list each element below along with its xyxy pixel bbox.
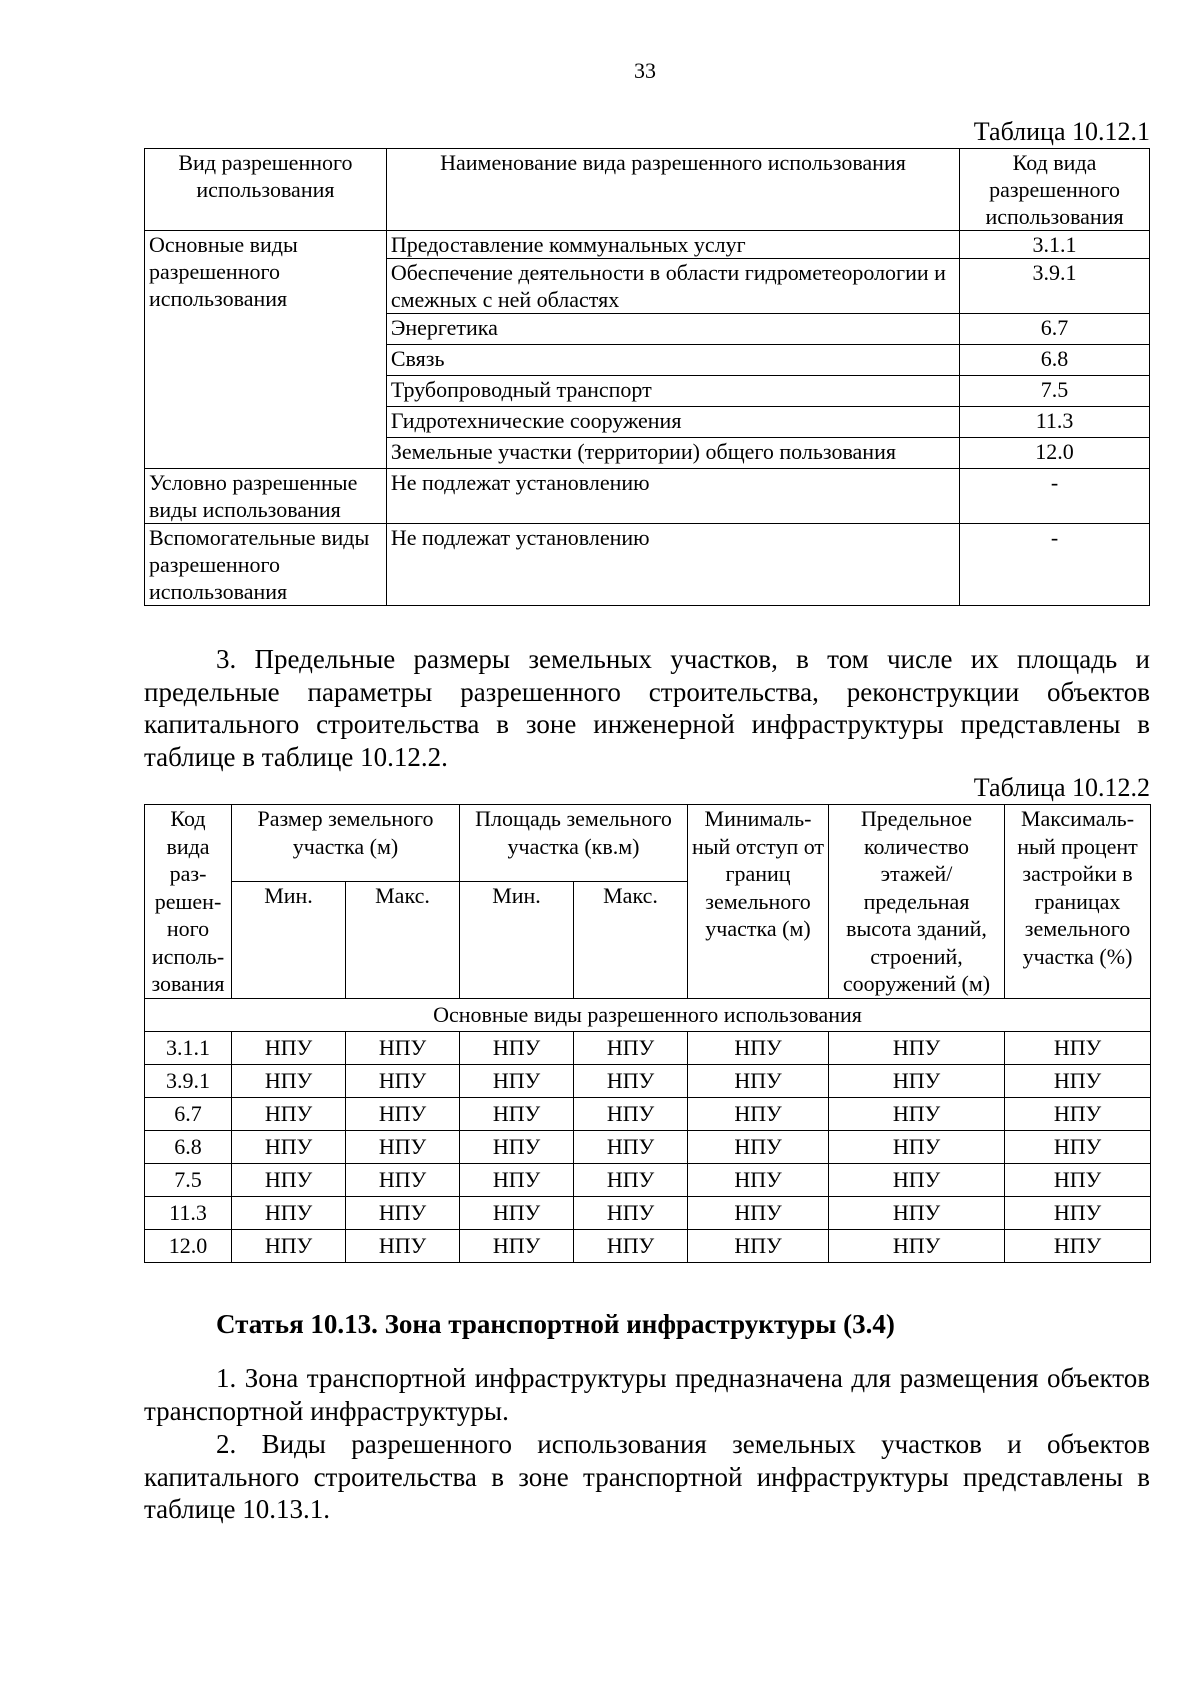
table2-cell-value: НПУ: [232, 1196, 346, 1229]
table1-row-code: 3.9.1: [960, 259, 1150, 314]
paragraph-13-1: 1. Зона транспортной инфраструктуры предназначена для размещения объектов транспортной инфраструктуры.: [144, 1363, 1150, 1426]
table2-header-percent: Максималь- ный процент застройки в границах земельного участка (%): [1005, 805, 1151, 999]
table2-cell-value: НПУ: [346, 1229, 460, 1262]
table2-cell-value: НПУ: [829, 1163, 1005, 1196]
table2-cell-value: НПУ: [460, 1097, 574, 1130]
table2-cell-code: 12.0: [145, 1229, 232, 1262]
table2-cell-value: НПУ: [574, 1097, 688, 1130]
table2-row: [145, 1229, 1151, 1262]
table2-cell-value: НПУ: [574, 1064, 688, 1097]
table1-row-code: -: [960, 524, 1150, 606]
table2-cell-value: НПУ: [460, 1064, 574, 1097]
table2-cell-value: НПУ: [460, 1031, 574, 1064]
table2-cell-value: НПУ: [829, 1229, 1005, 1262]
table2-row: [145, 1031, 1151, 1064]
table2-cell-value: НПУ: [574, 1163, 688, 1196]
table2-cell-value: НПУ: [460, 1229, 574, 1262]
table2-cell-value: НПУ: [1005, 1163, 1151, 1196]
table-10-12-1: [144, 148, 1150, 606]
table2-cell-value: НПУ: [1005, 1196, 1151, 1229]
table1-row-name: Трубопроводный транспорт: [386, 376, 959, 407]
table2-row: [145, 1196, 1151, 1229]
table2-row: [145, 1163, 1151, 1196]
table1-header-row: [145, 149, 1150, 231]
table2-cell-value: НПУ: [574, 1196, 688, 1229]
table2-cell-value: НПУ: [829, 1064, 1005, 1097]
table2-cell-value: НПУ: [574, 1130, 688, 1163]
table2-cell-value: НПУ: [232, 1097, 346, 1130]
table2-cell-value: НПУ: [346, 1064, 460, 1097]
table2-cell-value: НПУ: [460, 1130, 574, 1163]
table1-group-main: Основные виды разрешенного использования: [145, 231, 387, 469]
table1-row: [145, 231, 1150, 259]
table2-cell-value: НПУ: [688, 1097, 829, 1130]
table2-cell-value: НПУ: [829, 1097, 1005, 1130]
table1-row-auxiliary: [145, 524, 1150, 606]
table2-cell-value: НПУ: [1005, 1031, 1151, 1064]
table2-cell-value: НПУ: [346, 1097, 460, 1130]
table2-cell-value: НПУ: [574, 1031, 688, 1064]
table2-section-row: [145, 998, 1151, 1031]
table2-cell-value: НПУ: [232, 1229, 346, 1262]
paragraph-13-2: 2. Виды разрешенного использования земельных участков и объектов капитального строительства в зоне транспортной инфраструктуры представлены в таблице 10.13.1.: [144, 1429, 1150, 1524]
table1-row-code: -: [960, 469, 1150, 524]
table1-row-code: 11.3: [960, 407, 1150, 438]
table2-header-size-max: Макс.: [346, 881, 460, 998]
table1-row-conditional: [145, 469, 1150, 524]
table2-cell-value: НПУ: [346, 1196, 460, 1229]
table2-header-size: Размер земельного участка (м): [232, 805, 460, 882]
table2-row: [145, 1064, 1151, 1097]
table2-cell-code: 6.7: [145, 1097, 232, 1130]
table2-cell-value: НПУ: [688, 1196, 829, 1229]
table1-row-name: Земельные участки (территории) общего пользования: [386, 438, 959, 469]
table2-cell-value: НПУ: [346, 1031, 460, 1064]
table1-row-name: Не подлежат установлению: [386, 524, 959, 606]
table2-cell-code: 6.8: [145, 1130, 232, 1163]
table1-row-name: Связь: [386, 345, 959, 376]
table2-row: [145, 1130, 1151, 1163]
table2-cell-value: НПУ: [232, 1064, 346, 1097]
table2-header-area-max: Макс.: [574, 881, 688, 998]
table1-row-name: Энергетика: [386, 314, 959, 345]
table2-cell-code: 11.3: [145, 1196, 232, 1229]
table1-group-auxiliary: Вспомогательные виды разрешенного использования: [145, 524, 387, 606]
table2-cell-value: НПУ: [688, 1130, 829, 1163]
table1-header-name: Наименование вида разрешенного использования: [386, 149, 959, 231]
table2-header-setback: Минималь- ный отступ от границ земельного участка (м): [688, 805, 829, 999]
table1-row-code: 6.7: [960, 314, 1150, 345]
table2-section-label: Основные виды разрешенного использования: [145, 998, 1151, 1031]
table2-cell-value: НПУ: [574, 1229, 688, 1262]
table2-caption: Таблица 10.12.2: [973, 773, 1150, 802]
table2-cell-value: НПУ: [232, 1163, 346, 1196]
table1-row-code: 3.1.1: [960, 231, 1150, 259]
table1-header-code: Код вида разрешенного использования: [960, 149, 1150, 231]
table2-cell-value: НПУ: [460, 1163, 574, 1196]
table2-cell-value: НПУ: [829, 1130, 1005, 1163]
page-number: 33: [634, 58, 656, 83]
table-10-12-2: [144, 804, 1151, 1263]
table2-cell-value: НПУ: [688, 1163, 829, 1196]
table1-row-name: Обеспечение деятельности в области гидрометеорологии и смежных с ней областях: [386, 259, 959, 314]
table2-cell-code: 3.9.1: [145, 1064, 232, 1097]
table2-body: [145, 1031, 1151, 1262]
table1-group-conditional: Условно разрешенные виды использования: [145, 469, 387, 524]
table2-cell-value: НПУ: [232, 1031, 346, 1064]
table1-row-code: 12.0: [960, 438, 1150, 469]
table2-cell-value: НПУ: [688, 1031, 829, 1064]
table1-row-name: Гидротехнические сооружения: [386, 407, 959, 438]
table1-row-code: 7.5: [960, 376, 1150, 407]
table2-row: [145, 1097, 1151, 1130]
table1-header-type: Вид разрешенного использования: [145, 149, 387, 231]
table2-header-code: Код вида раз- решен- ного исполь- зования: [145, 805, 232, 999]
table2-cell-value: НПУ: [688, 1229, 829, 1262]
table2-header-area: Площадь земельного участка (кв.м): [460, 805, 688, 882]
paragraph-3: 3. Предельные размеры земельных участков, в том числе их площадь и предельные параметры разрешенного строительства, реконструкции объектов капитального строительства в зоне инженерной инфраструктуры представлены в таблице в таблице 10.12.2.: [144, 644, 1150, 772]
article-title: Статья 10.13. Зона транспортной инфраструктуры (3.4): [216, 1309, 895, 1339]
table2-cell-code: 3.1.1: [145, 1031, 232, 1064]
table2-cell-value: НПУ: [460, 1196, 574, 1229]
table2-cell-value: НПУ: [829, 1031, 1005, 1064]
table2-cell-value: НПУ: [346, 1130, 460, 1163]
table1-row-code: 6.8: [960, 345, 1150, 376]
table1-row-name: Не подлежат установлению: [386, 469, 959, 524]
table1-row-name: Предоставление коммунальных услуг: [386, 231, 959, 259]
table1-caption: Таблица 10.12.1: [973, 117, 1150, 146]
table2-header-floors: Предельное количество этажей/ предельная высота зданий, строений, сооружений (м): [829, 805, 1005, 999]
table2-cell-value: НПУ: [1005, 1229, 1151, 1262]
table2-cell-value: НПУ: [829, 1196, 1005, 1229]
table2-cell-value: НПУ: [232, 1130, 346, 1163]
table2-header-area-min: Мин.: [460, 881, 574, 998]
table2-cell-code: 7.5: [145, 1163, 232, 1196]
table2-cell-value: НПУ: [346, 1163, 460, 1196]
table2-cell-value: НПУ: [688, 1064, 829, 1097]
table2-header-size-min: Мин.: [232, 881, 346, 998]
table2-cell-value: НПУ: [1005, 1130, 1151, 1163]
table2-header-row: [145, 805, 1151, 882]
table2-cell-value: НПУ: [1005, 1097, 1151, 1130]
table2-cell-value: НПУ: [1005, 1064, 1151, 1097]
